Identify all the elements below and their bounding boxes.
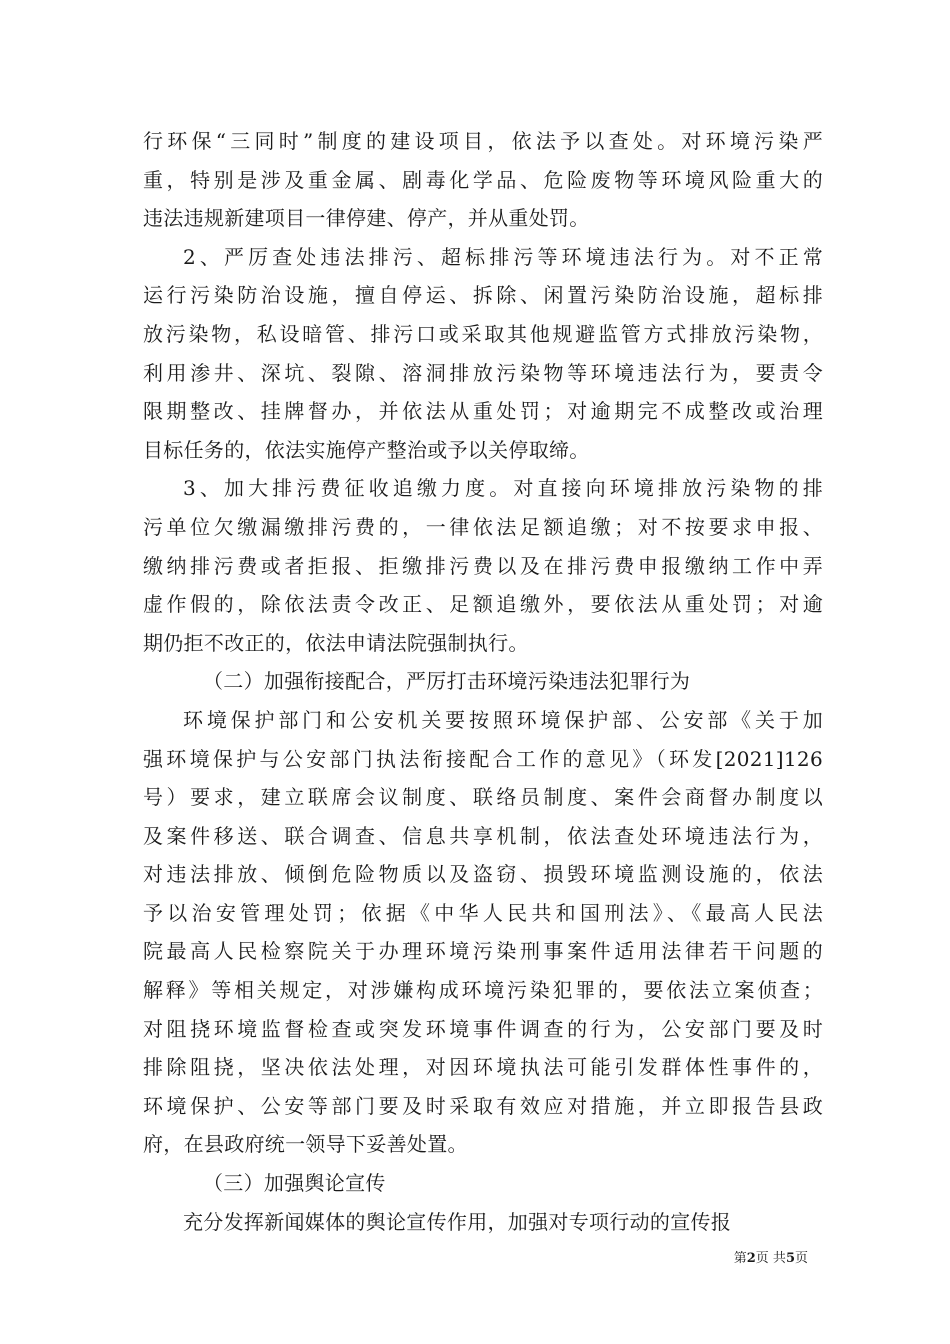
text-line: 院最高人民检察院关于办理环境污染刑事案件适用法律若干问题的 [143, 939, 823, 964]
text-line: 府，在县政府统一领导下妥善处置。 [143, 1132, 468, 1157]
text-line: 2、严厉查处违法排污、超标排污等环境违法行为。对不正常 [183, 244, 823, 269]
text-line: 行环保“三同时”制度的建设项目，依法予以查处。对环境污染严 [143, 129, 823, 153]
text-line: 重，特别是涉及重金属、剧毒化学品、危险废物等环境风险重大的 [143, 167, 823, 192]
text-line: 污单位欠缴漏缴排污费的，一律依法足额追缴；对不按要求申报、 [143, 514, 823, 539]
footer-middle: 页 共 [755, 1251, 786, 1266]
text-line: 目标任务的，依法实施停产整治或予以关停取缔。 [143, 437, 590, 462]
text-line: 对违法排放、倾倒危险物质以及盗窃、损毁环境监测设施的，依法 [143, 862, 823, 887]
text-line: （二）加强衔接配合，严厉打击环境污染违法犯罪行为 [203, 669, 691, 694]
text-line: 强环境保护与公安部门执法衔接配合工作的意见》（环发[2021]126 [143, 746, 823, 771]
text-line: 利用渗井、深坑、裂隙、溶洞排放污染物等环境违法行为，要责令 [143, 360, 823, 385]
text-line: 及案件移送、联合调查、信息共享机制，依法查处环境违法行为， [143, 823, 823, 848]
text-line: 对阻挠环境监督检查或突发环境事件调查的行为，公安部门要及时 [143, 1016, 823, 1041]
total-pages-number: 5 [785, 1251, 795, 1266]
text-line: 解释》等相关规定，对涉嫌构成环境污染犯罪的，要依法立案侦查； [143, 978, 823, 1003]
text-line: 违法违规新建项目一律停建、停产，并从重处罚。 [143, 206, 590, 231]
text-line: 缴纳排污费或者拒报、拒缴排污费以及在排污费申报缴纳工作中弄 [143, 553, 823, 578]
footer-suffix: 页 [794, 1251, 808, 1266]
text-line: 排除阻挠，坚决依法处理，对因环境执法可能引发群体性事件的， [143, 1055, 823, 1080]
text-line: 限期整改、挂牌督办，并依法从重处罚；对逾期完不成整改或治理 [143, 399, 823, 424]
page-footer [600, 1247, 808, 1266]
text-line: （三）加强舆论宣传 [203, 1171, 386, 1196]
text-line: 号）要求，建立联席会议制度、联络员制度、案件会商督办制度以 [143, 785, 823, 810]
text-line: 虚作假的，除依法责令改正、足额追缴外，要依法从重处罚；对逾 [143, 592, 823, 617]
current-page-number: 2 [746, 1251, 756, 1266]
text-line: 环境保护、公安等部门要及时采取有效应对措施，并立即报告县政 [143, 1093, 823, 1118]
text-line: 期仍拒不改正的，依法申请法院强制执行。 [143, 630, 529, 655]
document-body [143, 122, 823, 1241]
text-line: 运行污染防治设施，擅自停运、拆除、闲置污染防治设施，超标排 [143, 283, 823, 308]
text-line: 充分发挥新闻媒体的舆论宣传作用，加强对专项行动的宣传报 [183, 1209, 732, 1234]
text-line: 予以治安管理处罚；依据《中华人民共和国刑法》、《最高人民法 [143, 900, 823, 925]
text-line: 3、加大排污费征收追缴力度。对直接向环境排放污染物的排 [183, 476, 823, 501]
text-line: 放污染物，私设暗管、排污口或采取其他规避监管方式排放污染物， [143, 321, 823, 346]
footer-prefix: 第 [733, 1251, 747, 1266]
text-line: 环境保护部门和公安机关要按照环境保护部、公安部《关于加 [183, 707, 823, 732]
